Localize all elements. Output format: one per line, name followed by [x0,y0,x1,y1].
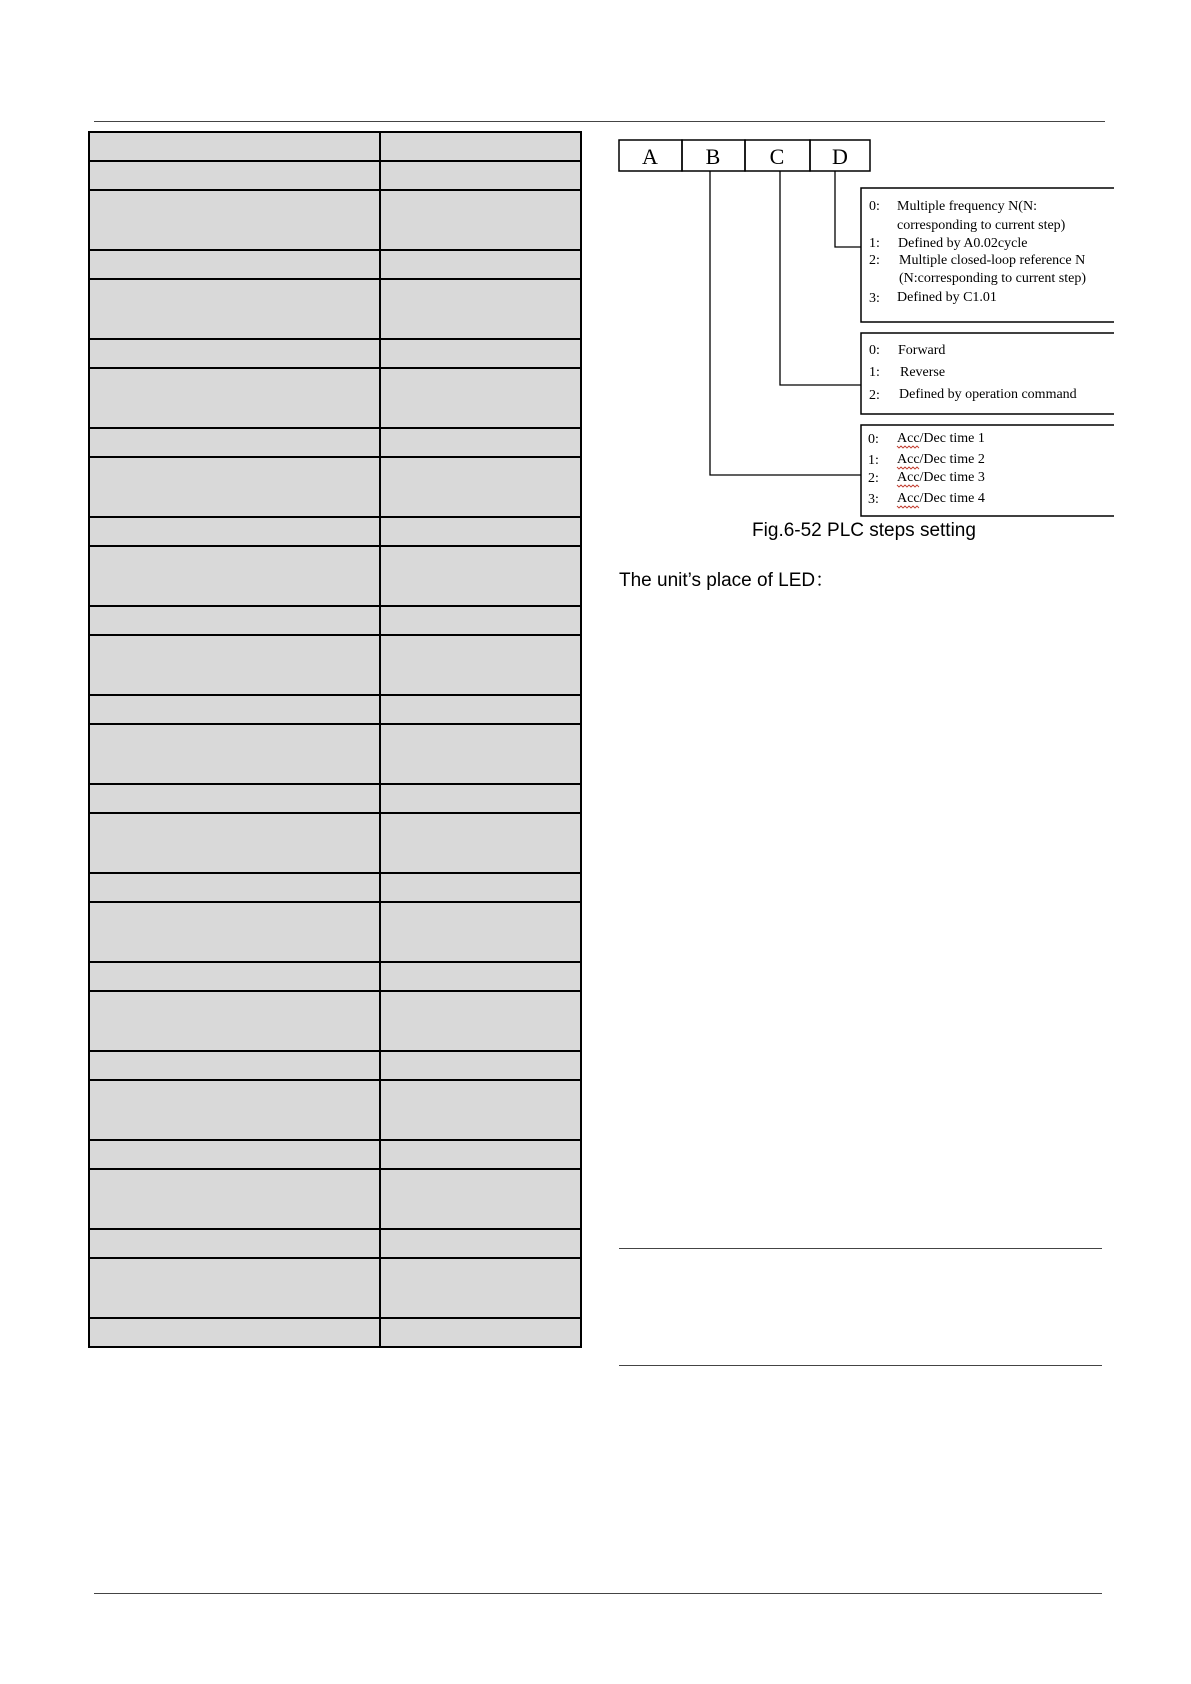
box3-code-1: 1: [868,453,879,468]
table-cell-value [380,784,581,813]
table-cell-value [380,339,581,368]
box1-code-2: 1: [869,236,880,251]
table-row [89,1080,581,1140]
table-row [89,1229,581,1258]
table-cell-value [380,902,581,962]
table-cell-value [380,813,581,873]
table-cell-name [89,1258,380,1318]
connector-lines [710,171,861,475]
box2-text-2: Defined by operation command [899,387,1077,402]
table-cell-name [89,517,380,546]
table-row [89,457,581,517]
table-row [89,1051,581,1080]
table-cell-name [89,962,380,991]
digit-d: D [832,144,848,169]
table-cell-name [89,1051,380,1080]
table-cell-value [380,546,581,606]
parameter-table [88,131,582,1348]
box2-text-1: Reverse [900,365,946,380]
box1-text-0: Multiple frequency N(N: [897,199,1037,214]
table-cell-value [380,368,581,428]
table-cell-name [89,368,380,428]
box3-text-1: Acc/Dec time 2 [897,452,985,467]
table-row [89,368,581,428]
table-cell-value [380,190,581,250]
note-rule-bottom [619,1365,1102,1366]
table-cell-value [380,279,581,339]
table-cell-name [89,546,380,606]
digit-a: A [642,144,658,169]
table-row [89,1258,581,1318]
table-cell-name [89,190,380,250]
table-cell-name [89,1140,380,1169]
table-row [89,1318,581,1347]
table-row [89,161,581,190]
plc-steps-diagram [614,136,1114,521]
digit-b: B [705,144,721,169]
note-rule-top [619,1248,1102,1249]
table-cell-value [380,1140,581,1169]
box3-text-0: Acc/Dec time 1 [897,431,985,446]
box1-code-3: 2: [869,253,880,268]
table-row [89,724,581,784]
table-cell-value [380,695,581,724]
box1-code-5: 3: [869,291,880,306]
footer-rule [94,1593,1102,1594]
table-cell-value [380,132,581,161]
table-row [89,339,581,368]
box1-code-0: 0: [869,199,880,214]
box1-text-5: Defined by C1.01 [897,290,997,305]
table-cell-name [89,279,380,339]
table-row [89,813,581,873]
box2-code-2: 2: [869,388,880,403]
table-cell-value [380,1051,581,1080]
table-row [89,279,581,339]
table-row [89,606,581,635]
table-cell-name [89,784,380,813]
table-cell-value [380,161,581,190]
table-row [89,250,581,279]
box3-code-0: 0: [868,432,879,447]
table-row [89,1169,581,1229]
table-cell-name [89,813,380,873]
box3-text-2: Acc/Dec time 3 [897,470,985,485]
box1-text-3: Multiple closed-loop reference N [899,253,1086,268]
table-cell-name [89,1318,380,1347]
table-cell-name [89,1080,380,1140]
table-row [89,873,581,902]
table-cell-value [380,457,581,517]
table-cell-name [89,902,380,962]
box3-text-3: Acc/Dec time 4 [897,491,985,506]
table-row [89,695,581,724]
table-cell-value [380,991,581,1051]
table-cell-name [89,250,380,279]
table-cell-value [380,606,581,635]
table-cell-value [380,635,581,695]
table-row [89,991,581,1051]
table-cell-value [380,1258,581,1318]
table-cell-value [380,724,581,784]
table-row [89,132,581,161]
box1-text-2: Defined by A0.02cycle [898,236,1028,251]
box2-code-1: 1: [869,365,880,380]
table-cell-name [89,457,380,517]
digit-c: C [769,144,785,169]
table-cell-value [380,1080,581,1140]
table-cell-value [380,1169,581,1229]
table-row [89,784,581,813]
figure-caption: Fig.6-52 PLC steps setting [752,520,976,541]
table-cell-name [89,161,380,190]
table-cell-name [89,635,380,695]
table-row [89,902,581,962]
box1-text-1: corresponding to current step) [897,218,1066,233]
table-row [89,1140,581,1169]
table-row [89,517,581,546]
table-cell-value [380,428,581,457]
box3-code-3: 3: [868,492,879,507]
table-cell-name [89,132,380,161]
table-cell-name [89,873,380,902]
table-row [89,635,581,695]
table-cell-name [89,695,380,724]
box3-code-2: 2: [868,471,879,486]
table-cell-name [89,606,380,635]
table-cell-name [89,991,380,1051]
header-rule [94,121,1105,122]
table-cell-name [89,1229,380,1258]
table-row [89,190,581,250]
table-cell-value [380,873,581,902]
table-cell-value [380,1318,581,1347]
table-cell-name [89,428,380,457]
table-cell-value [380,517,581,546]
table-cell-name [89,724,380,784]
unit-place-text: The unit’s place of LED： [619,570,835,591]
table-cell-name [89,339,380,368]
table-cell-value [380,1229,581,1258]
box2-text-0: Forward [898,343,946,358]
box2-code-0: 0: [869,343,880,358]
table-cell-value [380,962,581,991]
table-row [89,428,581,457]
box1-text-4: (N:corresponding to current step) [899,271,1086,286]
table-cell-name [89,1169,380,1229]
table-row [89,962,581,991]
table-row [89,546,581,606]
table-cell-value [380,250,581,279]
